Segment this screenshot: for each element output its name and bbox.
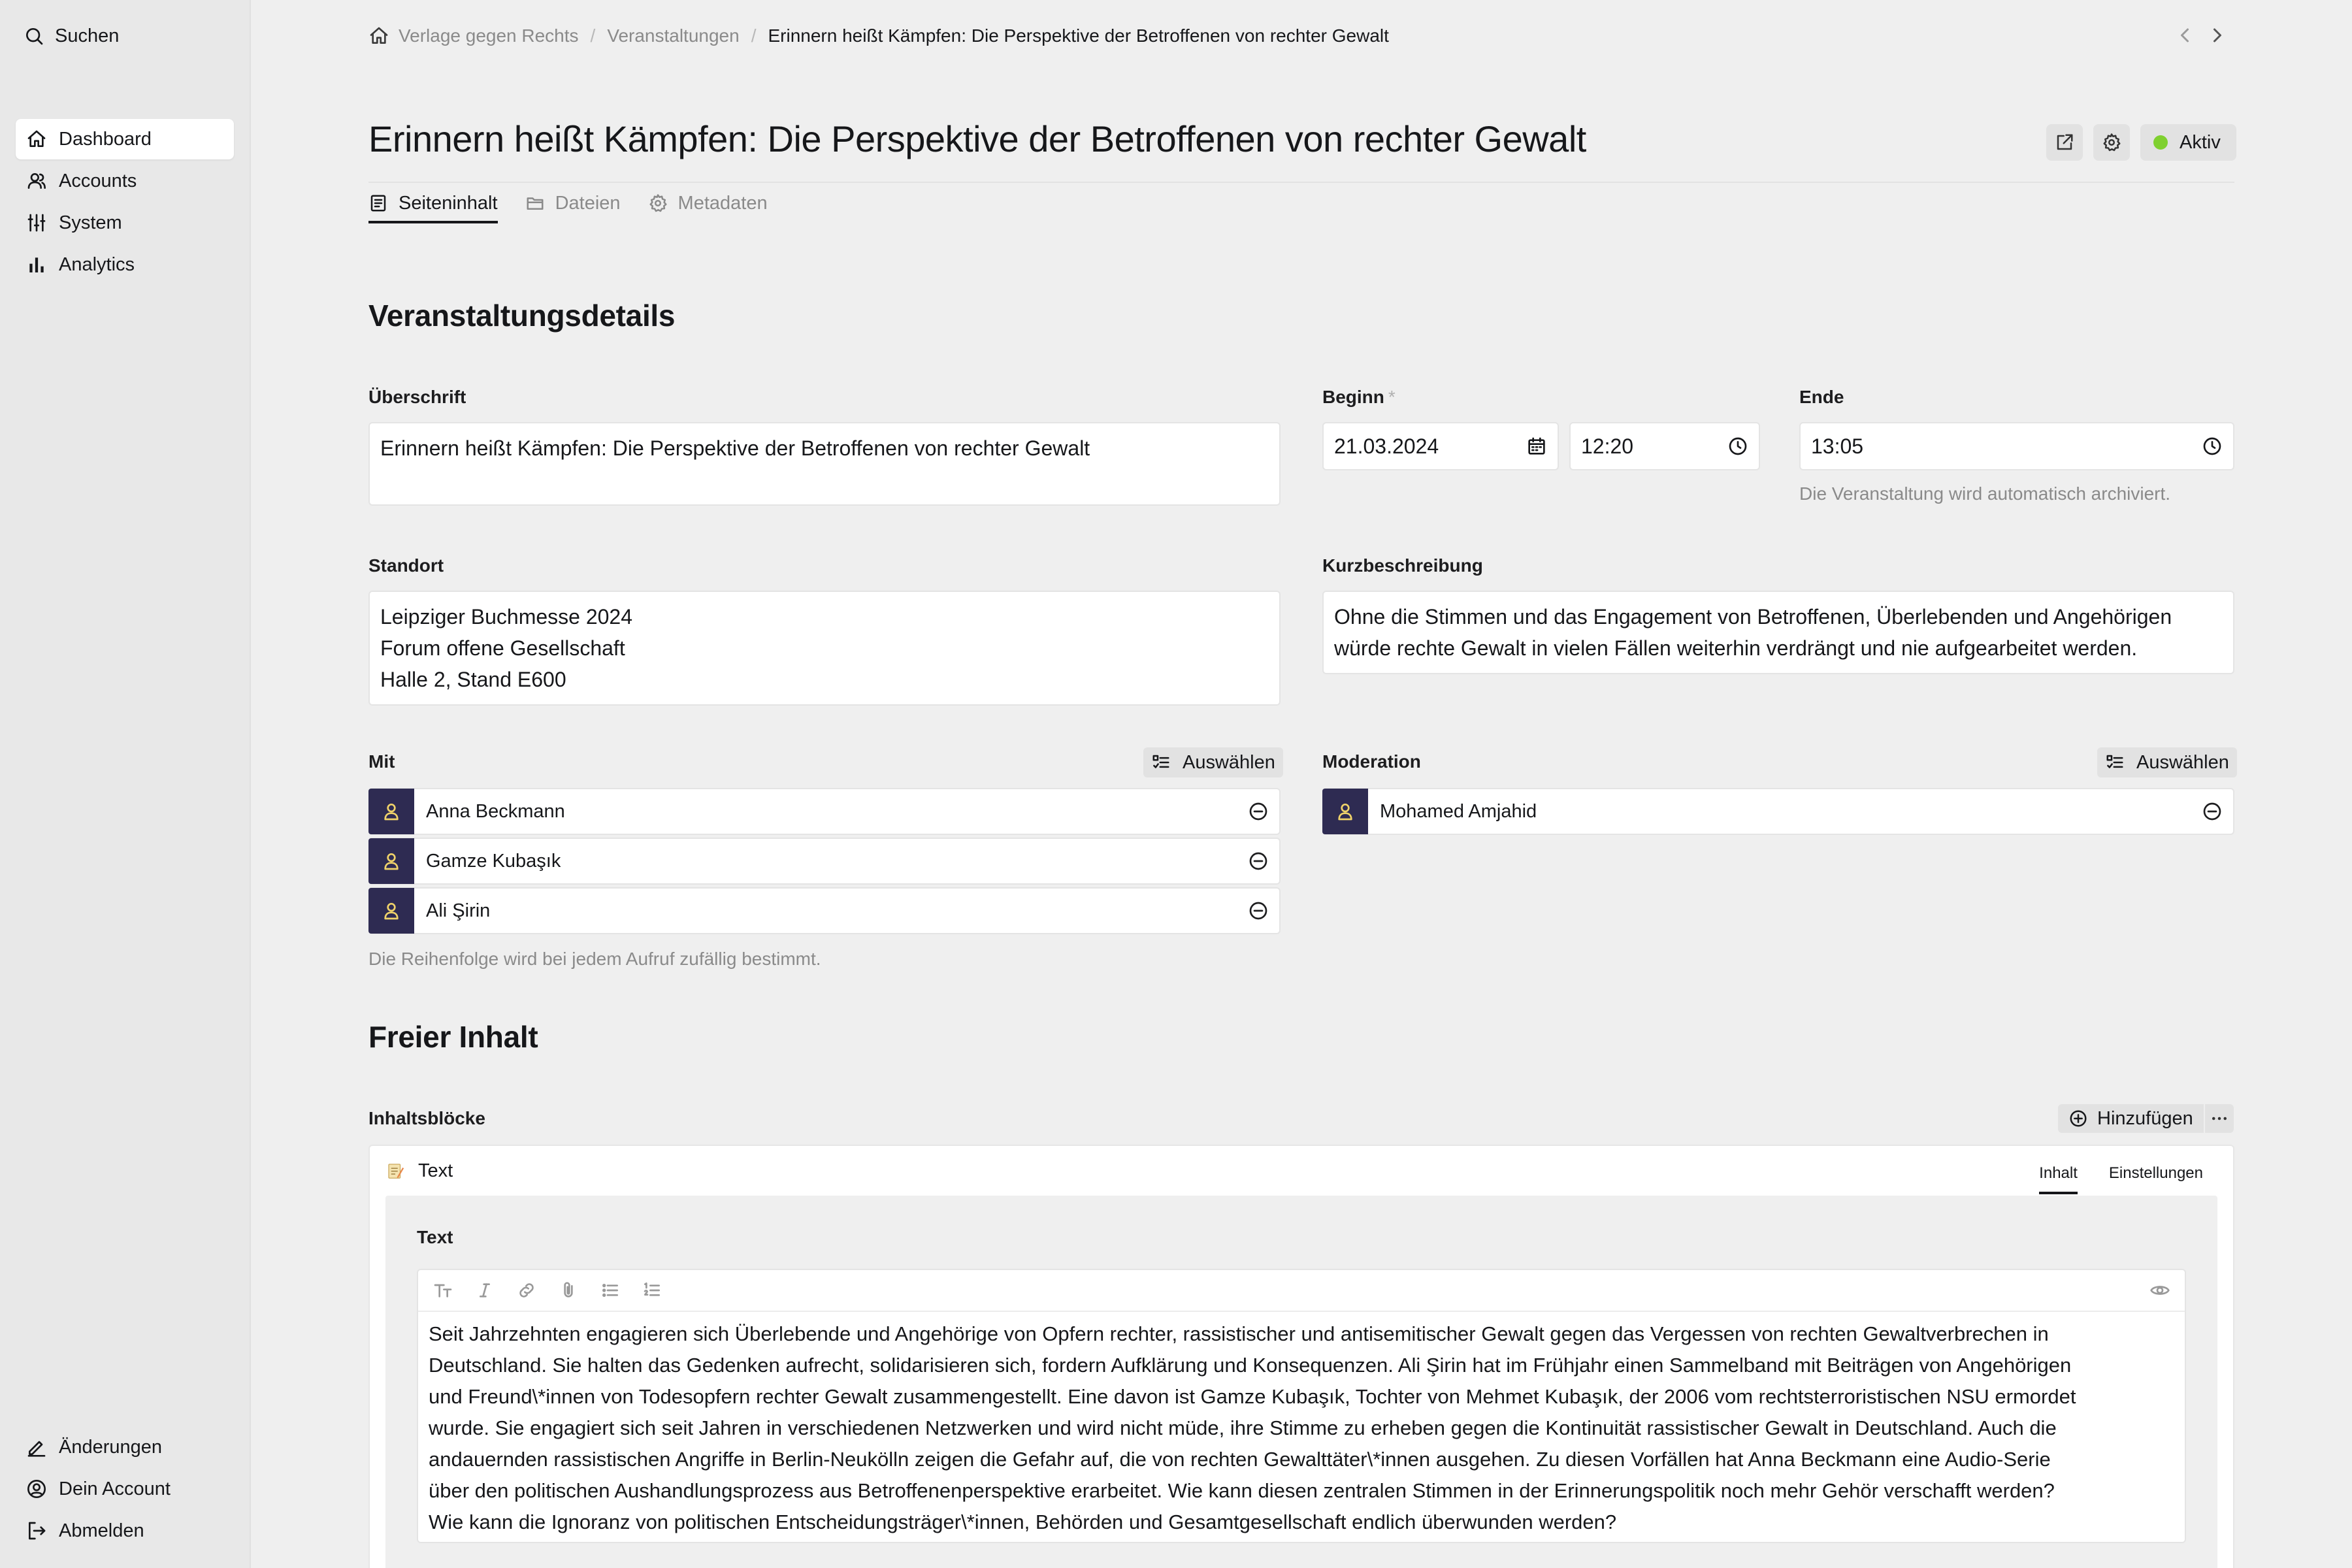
blocks-label: Inhaltsblöcke [368,1108,485,1128]
search-label: Suchen [55,25,120,46]
nav-label: System [59,212,122,233]
plus-circle-icon [2068,1109,2088,1128]
account-nav [16,1427,234,1552]
text-line: andauernden rassistischen Angriffe in Berlin-Neukölln zeigen die Gefahr auf, die von rechten Gewalttäter\*innen ausgehen. Zu diesen Vorfällen hat Anna Beckmann eine Audio-Serie [429,1448,2051,1471]
nav-item-analytics[interactable] [16,244,234,285]
tab-page-content[interactable] [368,189,498,223]
location-label: Standort [368,555,444,576]
location-line: Halle 2, Stand E600 [380,668,566,691]
memo-icon [385,1161,405,1181]
select-moderation-button[interactable] [2097,747,2237,777]
text-line: Wie kann die Ignoranz von politischen Entscheidungsträger\*innen, Behörden und Gesamtgesellschaft endlich überwunden werden? [429,1511,1617,1533]
clock-icon[interactable] [2202,436,2223,457]
section-title-free-content: Freier Inhalt [368,1020,538,1054]
sliders-icon [26,212,47,233]
remove-circle-icon[interactable] [2202,801,2223,822]
select-with-button[interactable] [1143,747,1283,777]
person-name: Gamze Kubaşık [426,850,561,872]
section-title-details: Veranstaltungsdetails [368,299,676,333]
status-button[interactable] [2140,124,2236,161]
person-item[interactable] [1322,788,2234,835]
tab-label: Dateien [555,192,621,214]
start-time-input[interactable] [1569,422,1760,470]
breadcrumb [368,24,1389,48]
with-help-text: Die Reihenfolge wird bei jedem Aufruf zufällig bestimmt. [368,949,821,969]
add-label: Hinzufügen [2097,1107,2193,1129]
text-size-icon[interactable] [425,1272,461,1309]
attachment-icon[interactable] [550,1272,587,1309]
block-tab-settings[interactable]: Einstellungen [2108,1164,2203,1182]
with-label: Mit [368,751,395,772]
rich-text-editor [417,1269,2186,1543]
select-label: Auswählen [2136,751,2229,773]
blocks-actions [2058,1104,2234,1133]
header-divider [368,182,2234,183]
summary-line: würde rechte Gewalt in vielen Fällen weiterhin verdrängt und nie aufgearbeitet werden. [1334,636,2138,660]
breadcrumb-separator: / [751,25,757,46]
checklist-icon [1151,753,1171,772]
nav-item-dashboard[interactable] [16,119,234,159]
breadcrumb-section[interactable]: Veranstaltungen [607,25,740,46]
editor-toolbar [418,1270,2185,1312]
nav-label: Accounts [59,170,137,191]
remove-circle-icon[interactable] [1248,900,1269,921]
headline-label: Überschrift [368,387,466,407]
location-line: Forum offene Gesellschaft [380,636,625,660]
end-label: Ende [1799,387,1844,407]
more-horizontal-icon [2210,1109,2229,1128]
pencil-icon [26,1437,47,1458]
required-marker: * [1388,387,1396,407]
external-link-icon [2055,133,2074,152]
nav-label: Abmelden [59,1520,144,1541]
search-icon [24,25,44,46]
home-icon [368,25,389,46]
calendar-icon[interactable] [1526,436,1547,457]
block-header[interactable] [370,1146,2233,1196]
italic-icon[interactable] [466,1272,503,1309]
location-line: Leipziger Buchmesse 2024 [380,605,633,629]
checklist-icon [2105,753,2125,772]
summary-line: Ohne die Stimmen und das Engagement von Betroffenen, Überlebenden und Angehörigen [1334,605,2172,629]
person-name: Mohamed Amjahid [1380,800,1537,822]
text-line: über den politischen Aushandlungsprozess aus Betroffenenperspektive erarbeitet. Wie kann diesen zentralen Stimmen in der Erinnerungspolitik noch mehr Gehör verschafft werden? [429,1479,2055,1502]
link-icon[interactable] [508,1272,545,1309]
folder-icon [525,193,545,213]
settings-button[interactable] [2093,124,2130,161]
nav-label: Änderungen [59,1436,163,1458]
person-name: Ali Şirin [426,900,491,921]
tab-metadata[interactable] [648,189,768,223]
end-help-text: Die Veranstaltung wird automatisch archiviert. [1799,483,2171,504]
more-options-button[interactable] [2205,1104,2234,1133]
text-line: wurde. Sie engagiert sich seit Jahren in verschiedenen Netzwerken und wird nicht müde, ihre Stimme zu erheben gegen die Kontinuität rassistischer Gewalt in Deutschland. Auch die [429,1416,2057,1439]
open-external-button[interactable] [2046,124,2083,161]
moderation-label: Moderation [1322,751,1421,772]
chevron-right-icon[interactable] [2210,24,2225,47]
nav-item-system[interactable] [16,203,234,243]
end-time-value: 13:05 [1811,434,1864,458]
start-label-text: Beginn [1322,387,1384,407]
nav-item-logout[interactable] [16,1511,234,1551]
page-tabs [368,189,768,223]
nav-label: Dashboard [59,128,152,150]
numbered-list-icon[interactable] [634,1272,670,1309]
person-name: Anna Beckmann [426,800,565,822]
remove-circle-icon[interactable] [1248,801,1269,822]
person-icon [368,789,414,834]
moderation-people-list [1322,788,2234,838]
nav-label: Dein Account [59,1478,171,1499]
text-line: Seit Jahrzehnten engagieren sich Überlebende und Angehörige von Opfern rechter, rassistischer und antisemitischer Gewalt gegen das Vergessen von rechten Gewaltverbrechen in [429,1322,2049,1345]
block-type-label: Text [418,1160,453,1181]
add-block-button[interactable] [2058,1104,2204,1133]
status-label: Aktiv [2180,131,2221,153]
text-line: und Freund\*innen von Todesopfern rechter Gewalt zusammengestellt. Eine davon ist Gamze Kubaşık, Tochter von Mehmet Kubaşık, der 2006 vom rechtsterroristischen NSU ermordet [429,1385,2076,1408]
main-nav [16,119,234,286]
document-icon [368,193,388,213]
users-icon [26,171,47,191]
gear-icon [2102,133,2121,152]
home-icon [26,129,47,150]
person-icon [1322,789,1368,834]
block-tabs [2039,1158,2203,1194]
remove-circle-icon[interactable] [1248,851,1269,872]
title-actions [2046,124,2236,161]
user-circle-icon [26,1478,47,1499]
summary-label: Kurzbeschreibung [1322,555,1483,576]
tab-files[interactable] [525,189,621,223]
pager [2177,24,2225,47]
start-label [1322,387,1396,408]
start-date-input[interactable] [1322,422,1559,470]
status-dot [2153,135,2168,150]
editor-content[interactable] [418,1312,2185,1544]
search-button[interactable] [24,25,119,47]
gear-icon [648,193,668,213]
location-input[interactable] [368,591,1281,706]
text-line: Deutschland. Sie halten das Gedenken aufrecht, solidarisieren sich, fordern Aufklärung und Konsequenzen. Ali Şirin hat im Frühjahr einen Sammelband mit Beiträgen von Angehörigen [429,1354,2072,1377]
block-tab-content[interactable]: Inhalt [2039,1158,2078,1194]
breadcrumb-separator: / [590,25,596,46]
select-label: Auswählen [1183,751,1275,773]
person-icon [368,838,414,884]
page-title: Erinnern heißt Kämpfen: Die Perspektive der Betroffenen von rechter Gewalt [368,118,1586,159]
nav-item-changes[interactable] [16,1427,234,1467]
bullet-list-icon[interactable] [592,1272,629,1309]
bar-chart-icon [26,254,47,275]
chevron-left-icon[interactable] [2177,24,2193,47]
breadcrumb-home[interactable]: Verlage gegen Rechts [399,25,579,46]
person-item[interactable] [368,838,1281,885]
block-body [385,1196,2217,1568]
nav-item-my-account[interactable] [16,1469,234,1509]
content-block [368,1145,2234,1568]
breadcrumb-current: Erinnern heißt Kämpfen: Die Perspektive der Betroffenen von rechter Gewalt [768,25,1389,46]
start-date-value: 21.03.2024 [1334,434,1439,458]
headline-input[interactable]: Erinnern heißt Kämpfen: Die Perspektive der Betroffenen von rechter Gewalt [368,422,1281,506]
person-item[interactable] [368,788,1281,835]
nav-label: Analytics [59,253,135,275]
sidebar [0,0,251,1568]
with-people-list [368,788,1281,937]
logout-icon [26,1520,47,1541]
nav-item-accounts[interactable] [16,161,234,201]
tab-label: Seiteninhalt [399,192,498,214]
clock-icon[interactable] [1727,436,1748,457]
eye-icon[interactable] [2142,1272,2178,1309]
tab-label: Metadaten [678,192,768,214]
summary-input[interactable] [1322,591,2234,674]
person-item[interactable] [368,887,1281,934]
end-time-input[interactable] [1799,422,2234,470]
start-time-value: 12:20 [1581,434,1634,458]
person-icon [368,888,414,934]
text-field-label: Text [417,1227,453,1247]
